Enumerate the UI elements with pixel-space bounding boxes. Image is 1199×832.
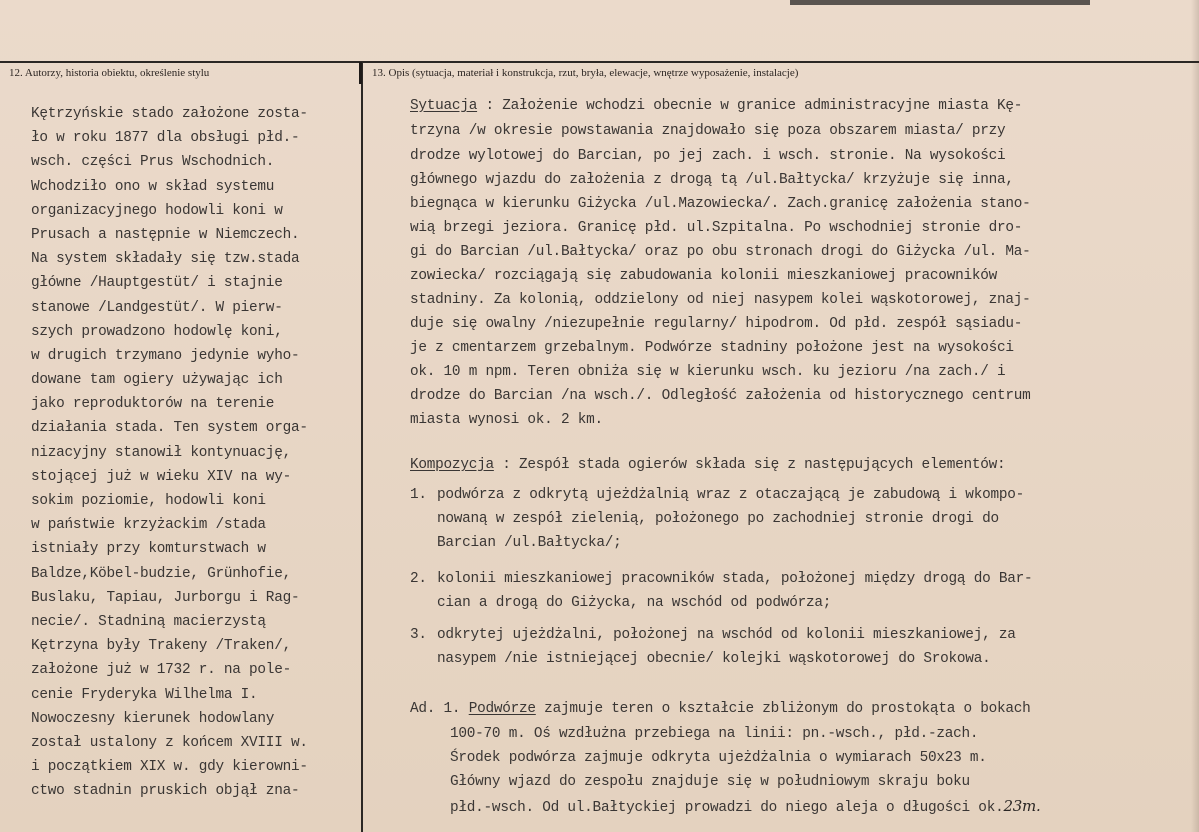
history-line: Kętrzyńskie stado założone zosta- bbox=[31, 106, 308, 122]
history-line: ctwo stadnin pruskich objął zna- bbox=[31, 783, 300, 800]
sytuacja-heading: Sytuacja bbox=[410, 98, 478, 114]
sytuacja-line-row bbox=[410, 410, 603, 430]
history-line: w drugich trzymano jedynie wyho- bbox=[31, 347, 300, 364]
sytuacja-line-row bbox=[410, 290, 1031, 310]
history-line: stojącej już w wieku XIV na wy- bbox=[31, 468, 291, 485]
kompozycja-intro-row bbox=[410, 455, 1005, 475]
page-edge-shadow bbox=[1191, 0, 1199, 832]
history-line: jako reproduktorów na terenie bbox=[31, 396, 275, 413]
history-line: główne /Hauptgestüt/ i stajnie bbox=[31, 275, 283, 292]
sytuacja-line: drodze wylotowej do Barcian, po jej zach. i wsch. stronie. Na wysokości bbox=[410, 148, 1006, 164]
sytuacja-line: miasta wynosi ok. 2 km. bbox=[410, 412, 603, 428]
sytuacja-line-row bbox=[410, 96, 1022, 116]
sytuacja-line-row bbox=[410, 266, 997, 286]
ad1-row bbox=[450, 748, 987, 768]
history-line: działania stada. Ten system orga- bbox=[31, 420, 308, 437]
list-number: 1. bbox=[410, 487, 427, 503]
ad1-first-line: zajmuje teren o kształcie zbliżonym do prostokąta o bokach bbox=[535, 701, 1031, 717]
ad1-row bbox=[410, 699, 1031, 719]
sytuacja-line: wią brzegi jeziora. Granicę płd. ul.Szpitalna. Po wschodniej stronie dro- bbox=[410, 220, 1023, 236]
sytuacja-line: głównego wjazdu do założenia z drogą tą /ul.Bałtycka/ krzyżuje się inna, bbox=[410, 172, 1014, 188]
sytuacja-line-row bbox=[410, 362, 1005, 382]
sytuacja-line-row bbox=[410, 338, 1014, 358]
history-line: został ustalony z końcem XVIII w. bbox=[31, 734, 308, 751]
ad1-line: Środek podwórza zajmuje odkryta ujeżdżalnia o wymiarach 50x23 m. bbox=[450, 750, 987, 766]
section-12-label: 12. Autorzy, historia obiektu, określenie stylu bbox=[9, 67, 210, 79]
history-line: Na system składały się tzw.stada bbox=[31, 251, 300, 268]
ad1-line: płd.-wsch. Od ul.Bałtyckiej prowadzi do niego aleja o długości ok. bbox=[450, 800, 1004, 816]
sytuacja-line: je z cmentarzem grzebalnym. Podwórze stadniny położone jest na wysokości bbox=[410, 340, 1014, 356]
history-line: Buslaku, Tapiau, Jurborgu i Rag- bbox=[31, 589, 300, 606]
ad1-row bbox=[450, 772, 970, 792]
list-number: 3. bbox=[410, 627, 427, 643]
ad1-prefix: Ad. 1. bbox=[410, 701, 469, 717]
list-item-row bbox=[437, 533, 622, 553]
sytuacja-line-row bbox=[410, 121, 1005, 141]
list-item-line: cian a drogą do Giżycka, na wschód od podwórza; bbox=[437, 595, 832, 611]
history-line: ło w roku 1877 dla obsługi płd.- bbox=[31, 130, 300, 147]
ad1-row bbox=[450, 796, 1041, 816]
sytuacja-line: trzyna /w okresie powstawania znajdowało się poza obszarem miasta/ przy bbox=[410, 123, 1006, 139]
sytuacja-line-row bbox=[410, 170, 1014, 190]
top-edge-tab bbox=[790, 0, 1090, 5]
section-13-label: 13. Opis (sytuacja, materiał i konstrukcja, rzut, bryła, elewacje, wnętrze wyposażenie, instalacje) bbox=[372, 67, 799, 79]
list-item-row bbox=[437, 569, 1032, 589]
list-item-row bbox=[437, 509, 999, 529]
column-divider-mark bbox=[359, 62, 362, 84]
list-item-line: nowaną w zespół zielenią, położonego po zachodniej stronie drogi do bbox=[437, 511, 999, 527]
history-line: Wchodziło ono w skład systemu bbox=[31, 178, 275, 195]
history-line: istniały przy komturstwach w bbox=[31, 541, 266, 558]
list-number: 2. bbox=[410, 571, 427, 587]
history-line: szych prowadzono hodowlę koni, bbox=[31, 323, 283, 340]
sytuacja-line: stadniny. Za kolonią, oddzielony od niej nasypem kolei wąskotorowej, znaj- bbox=[410, 292, 1031, 308]
history-line: nizacyjny stanowił kontynuację, bbox=[31, 444, 291, 461]
ad1-row bbox=[450, 724, 978, 744]
list-item-line: nasypem /nie istniejącej obecnie/ kolejki wąskotorowej do Srokowa. bbox=[437, 651, 991, 667]
sytuacja-line: : Założenie wchodzi obecnie w granice administracyjne miasta Kę- bbox=[477, 98, 1023, 114]
history-line: Kętrzyna były Trakeny /Traken/, bbox=[31, 638, 291, 655]
history-line: cenie Fryderyka Wilhelma I. bbox=[31, 686, 258, 703]
history-line: necie/. Stadniną macierzystą bbox=[31, 613, 266, 630]
list-item-row bbox=[437, 485, 1024, 505]
sytuacja-line-row bbox=[410, 146, 1005, 166]
history-line: i początkiem XIX w. gdy kierowni- bbox=[31, 759, 308, 776]
history-line: dowane tam ogiery używając ich bbox=[31, 372, 283, 389]
list-item-line: Barcian /ul.Bałtycka/; bbox=[437, 535, 622, 551]
sytuacja-line-row bbox=[410, 242, 1031, 262]
history-text-column bbox=[31, 102, 356, 803]
sytuacja-line: drodze do Barcian /na wsch./. Odległość założenia od historycznego centrum bbox=[410, 388, 1031, 404]
sytuacja-line: ok. 10 m npm. Teren obniża się w kierunku wsch. ku jezioru /na zach./ i bbox=[410, 364, 1006, 380]
list-item-row bbox=[437, 625, 1016, 645]
history-line: Baldze,Köbel-budzie, Grünhofie, bbox=[31, 565, 291, 582]
sytuacja-line-row bbox=[410, 386, 1031, 406]
column-divider bbox=[361, 62, 363, 832]
list-item-line: kolonii mieszkaniowej pracowników stada, położonej między drogą do Bar- bbox=[437, 571, 1033, 587]
sytuacja-line: biegnąca w kierunku Giżycka /ul.Mazowiecka/. Zach.granicę założenia stano- bbox=[410, 196, 1031, 212]
history-line: Prusach a następnie w Niemczech. bbox=[31, 226, 300, 243]
list-item-row bbox=[437, 593, 831, 613]
podworze-heading: Podwórze bbox=[468, 701, 536, 717]
list-item-row bbox=[437, 649, 990, 669]
list-item-line: odkrytej ujeżdżalni, położonej na wschód od kolonii mieszkaniowej, za bbox=[437, 627, 1016, 643]
handwritten-annotation: 23m. bbox=[1003, 797, 1041, 815]
history-line: wsch. części Prus Wschodnich. bbox=[31, 154, 275, 171]
ad1-line: Główny wjazd do zespołu znajduje się w południowym skraju boku bbox=[450, 774, 970, 790]
history-line: założone już w 1732 r. na pole- bbox=[31, 662, 291, 679]
history-line: organizacyjnego hodowli koni w bbox=[31, 202, 283, 219]
sytuacja-line: zowiecka/ rozciągają się zabudowania kolonii mieszkaniowej pracowników bbox=[410, 268, 998, 284]
history-line: w państwie krzyżackim /stada bbox=[31, 517, 266, 534]
sytuacja-line: duje się owalny /niezupełnie regularny/ hipodrom. Od płd. zespół sąsiadu- bbox=[410, 316, 1023, 332]
history-line: Nowoczesny kierunek hodowlany bbox=[31, 710, 275, 727]
list-item-line: podwórza z odkrytą ujeżdżalnią wraz z otaczającą je zabudową i wkompo- bbox=[437, 487, 1025, 503]
kompozycja-intro: : Zespół stada ogierów składa się z następujących elementów: bbox=[493, 457, 1006, 473]
ad1-line: 100-70 m. Oś wzdłużna przebiega na linii: pn.-wsch., płd.-zach. bbox=[450, 726, 979, 742]
history-line: stanowe /Landgestüt/. W pierw- bbox=[31, 299, 283, 316]
history-line: sokim poziomie, hodowli koni bbox=[31, 493, 266, 509]
sytuacja-line-row bbox=[410, 194, 1031, 214]
header-rule bbox=[0, 61, 1199, 63]
kompozycja-heading: Kompozycja bbox=[410, 457, 494, 473]
sytuacja-line: gi do Barcian /ul.Bałtycka/ oraz po obu stronach drogi do Giżycka /ul. Ma- bbox=[410, 244, 1031, 260]
sytuacja-line-row bbox=[410, 314, 1022, 334]
sytuacja-line-row bbox=[410, 218, 1022, 238]
